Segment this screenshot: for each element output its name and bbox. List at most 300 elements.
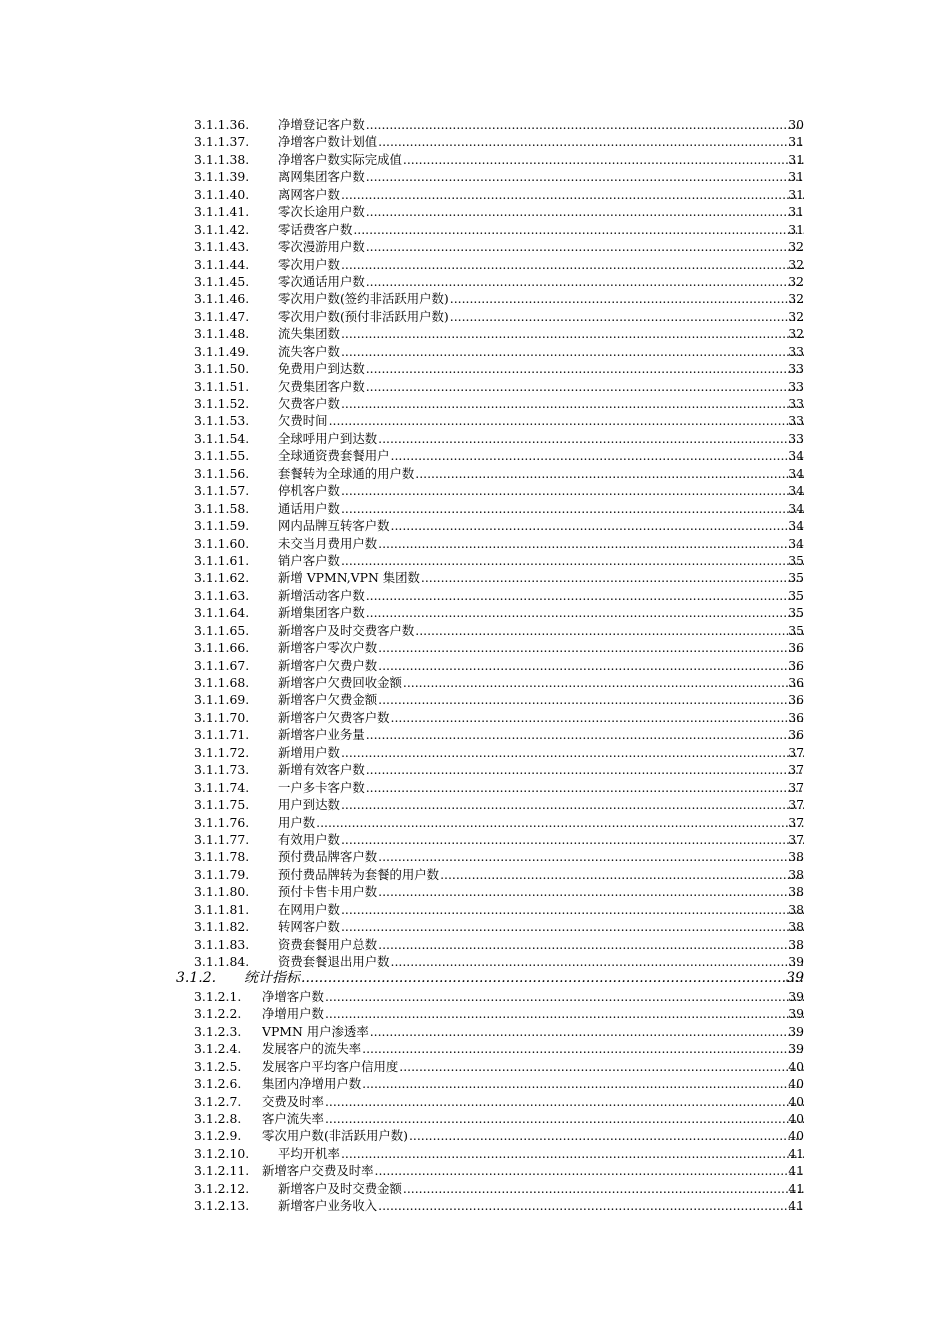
toc-entry-title: 新增集团客户数 <box>278 605 365 621</box>
toc-entry-title: 集团内净增用户数 <box>262 1076 362 1092</box>
toc-entry-title: 统计指标 <box>244 970 300 987</box>
toc-entry-number: 3.1.1.77. <box>194 831 250 847</box>
toc-entry-number: 3.1.1.39. <box>194 169 250 185</box>
toc-dot-leader <box>378 657 804 674</box>
toc-entry-title: 预付费品牌转为套餐的用户数 <box>278 866 440 882</box>
toc-entry-title: 客户流失率 <box>262 1110 324 1126</box>
toc-entry-number: 3.1.1.56. <box>194 465 250 481</box>
toc-entry[interactable] <box>0 1093 950 1110</box>
toc-entry-number: 3.1.2.6. <box>194 1076 242 1092</box>
toc-entry-page-number: 41 <box>788 1163 804 1179</box>
toc-entry-leader-line <box>278 1197 804 1214</box>
toc-entry-number: 3.1.1.73. <box>194 762 250 778</box>
toc-entry-number: 3.1.2.11. <box>194 1163 250 1179</box>
toc-entry[interactable] <box>0 290 950 307</box>
toc-entry-number: 3.1.1.58. <box>194 500 250 516</box>
toc-entry[interactable] <box>0 1005 950 1022</box>
toc-entry-number: 3.1.1.45. <box>194 273 250 289</box>
toc-entry-number: 3.1.1.47. <box>194 308 250 324</box>
toc-dot-leader <box>329 412 804 429</box>
toc-entry-leader-line <box>262 1058 804 1075</box>
toc-dot-leader <box>341 918 804 935</box>
toc-entry-page-number: 31 <box>788 169 804 185</box>
toc-entry-page-number: 39 <box>788 1041 804 1057</box>
toc-entry-page-number: 37 <box>788 779 804 795</box>
toc-entry-number: 3.1.1.43. <box>194 239 250 255</box>
toc-entry-number: 3.1.2.8. <box>194 1110 242 1126</box>
toc-entry-number: 3.1.2.2. <box>194 1006 242 1022</box>
toc-entry-page-number: 36 <box>788 692 804 708</box>
toc-entry-title: 离网集团客户数 <box>278 169 365 185</box>
toc-entry-leader-line <box>262 1075 804 1092</box>
toc-dot-leader <box>440 866 804 883</box>
toc-entry-number: 3.1.1.42. <box>194 221 250 237</box>
toc-entry-title: 净增客户数计划值 <box>278 134 378 150</box>
toc-entry-number: 3.1.1.84. <box>194 954 250 969</box>
toc-entry-title: 欠费集团客户数 <box>278 378 365 394</box>
toc-entry[interactable] <box>0 500 950 517</box>
toc-entry-leader-line <box>278 378 804 395</box>
toc-entry-number: 3.1.1.78. <box>194 849 250 865</box>
toc-entry-title: 销户客户数 <box>278 552 340 568</box>
toc-entry[interactable] <box>0 238 950 255</box>
toc-entry-title: 有效用户数 <box>278 831 340 847</box>
toc-entry-page-number: 41 <box>788 1180 804 1196</box>
toc-entry-leader-line <box>262 1023 804 1040</box>
toc-dot-leader <box>378 691 804 708</box>
toc-entry-page-number: 32 <box>788 256 804 272</box>
toc-entry-number: 3.1.1.64. <box>194 605 250 621</box>
toc-entry-leader-line <box>278 883 804 900</box>
toc-entry-title: 零次用户数(签约非活跃用户数) <box>278 291 449 307</box>
toc-entry[interactable] <box>0 151 950 168</box>
toc-entry-page-number: 31 <box>788 186 804 202</box>
toc-entry[interactable] <box>0 256 950 273</box>
toc-entry-title: 净增登记客户数 <box>278 117 365 132</box>
toc-dot-leader <box>366 203 804 220</box>
toc-entry-title: 用户数 <box>278 814 316 830</box>
toc-entry-leader-line <box>278 133 804 150</box>
toc-entry-leader-line <box>278 395 804 412</box>
toc-entry-page-number: 33 <box>788 413 804 429</box>
toc-entry-number: 3.1.1.69. <box>194 692 250 708</box>
toc-entry-page-number: 34 <box>788 483 804 499</box>
toc-entry-leader-line <box>278 1180 804 1197</box>
toc-entry-title: 新增有效客户数 <box>278 762 365 778</box>
toc-entry[interactable] <box>0 447 950 464</box>
toc-entry-title: 一户多卡客户数 <box>278 779 365 795</box>
toc-entry-page-number: 32 <box>788 308 804 324</box>
toc-entry-page-number: 38 <box>788 936 804 952</box>
toc-entry[interactable] <box>0 517 950 534</box>
toc-entry-number: 3.1.2.1. <box>194 988 242 1004</box>
toc-entry-page-number: 38 <box>788 866 804 882</box>
toc-entry-leader-line <box>278 308 804 325</box>
toc-entry-number: 3.1.1.38. <box>194 151 250 167</box>
toc-entry[interactable] <box>0 1197 950 1214</box>
toc-entry-page-number: 34 <box>788 518 804 534</box>
toc-dot-leader <box>415 465 804 482</box>
toc-entry-page-number: 34 <box>788 500 804 516</box>
toc-entry-page-number: 37 <box>788 762 804 778</box>
toc-dot-leader <box>366 761 804 778</box>
toc-entry-title: 新增客户业务收入 <box>278 1198 378 1214</box>
toc-entry-number: 3.1.1.82. <box>194 919 250 935</box>
toc-dot-leader <box>366 360 804 377</box>
toc-entry-title: 零次用户数(预付非活跃用户数) <box>278 308 449 324</box>
toc-entry-page-number: 32 <box>788 326 804 342</box>
toc-entry-leader-line <box>278 343 804 360</box>
toc-entry-leader-line <box>278 116 804 133</box>
toc-entry[interactable] <box>0 168 950 185</box>
toc-entry-leader-line <box>278 168 804 185</box>
toc-entry-number: 3.1.1.59. <box>194 518 250 534</box>
toc-entry-title: 用户到达数 <box>278 797 340 813</box>
toc-entry-leader-line <box>278 569 804 586</box>
toc-entry[interactable] <box>0 360 950 377</box>
toc-entry-title: 网内品牌互转客户数 <box>278 518 390 534</box>
toc-entry[interactable] <box>0 395 950 412</box>
toc-entry[interactable] <box>0 1023 950 1040</box>
toc-entry-number: 3.1.1.81. <box>194 901 250 917</box>
toc-entry-leader-line <box>278 709 804 726</box>
toc-entry-title: 净增用户数 <box>262 1006 324 1022</box>
toc-dot-leader <box>378 936 804 953</box>
toc-entry-leader-line <box>278 447 804 464</box>
toc-entry-page-number: 34 <box>788 465 804 481</box>
toc-dot-leader <box>370 1023 804 1040</box>
toc-entry[interactable] <box>0 848 950 865</box>
toc-entry-leader-line <box>278 831 804 848</box>
toc-entry-title: 新增客户欠费客户数 <box>278 709 390 725</box>
toc-entry-number: 3.1.1.46. <box>194 291 250 307</box>
toc-dot-leader <box>409 1127 804 1144</box>
toc-entry-page-number: 36 <box>788 657 804 673</box>
toc-entry[interactable] <box>0 691 950 708</box>
toc-entry-page-number: 36 <box>788 640 804 656</box>
toc-entry-leader-line <box>278 221 804 238</box>
toc-dot-leader <box>403 151 804 168</box>
toc-dot-leader <box>378 848 804 865</box>
toc-dot-leader <box>399 1058 804 1075</box>
toc-entry-number: 3.1.1.60. <box>194 535 250 551</box>
toc-entry-title: 新增客户业务量 <box>278 727 365 743</box>
toc-entry[interactable] <box>0 412 950 429</box>
toc-entry[interactable] <box>0 273 950 290</box>
toc-entry-page-number: 31 <box>788 151 804 167</box>
toc-dot-leader <box>378 535 804 552</box>
toc-entry-number: 3.1.2.9. <box>194 1128 242 1144</box>
toc-entry-leader-line <box>278 936 804 953</box>
toc-entry-page-number: 38 <box>788 919 804 935</box>
toc-entry-title: 新增用户数 <box>278 744 340 760</box>
toc-entry-page-number: 33 <box>788 396 804 411</box>
toc-entry-title: 零次漫游用户数 <box>278 239 365 255</box>
toc-entry[interactable] <box>0 587 950 604</box>
toc-entry-number: 3.1.2.10. <box>194 1145 250 1161</box>
toc-entry-number: 3.1.1.71. <box>194 727 250 743</box>
toc-dot-leader <box>341 796 804 813</box>
toc-entry-page-number: 35 <box>788 587 804 603</box>
toc-entry[interactable] <box>0 221 950 238</box>
toc-entry[interactable] <box>0 1127 950 1144</box>
toc-entry-leader-line <box>278 360 804 377</box>
toc-dot-leader <box>415 622 804 639</box>
toc-entry-title: 离网客户数 <box>278 186 340 202</box>
toc-entry[interactable] <box>0 378 950 395</box>
toc-entry[interactable] <box>0 709 950 726</box>
toc-entry-leader-line <box>278 186 804 203</box>
toc-entry-page-number: 31 <box>788 204 804 220</box>
toc-entry[interactable] <box>0 866 950 883</box>
toc-entry-page-number: 40 <box>788 1076 804 1092</box>
toc-entry-title: 新增客户及时交费客户数 <box>278 622 415 638</box>
toc-dot-leader <box>341 186 804 203</box>
toc-dot-leader <box>378 1197 804 1214</box>
toc-entry[interactable] <box>0 901 950 918</box>
toc-entry-leader-line <box>278 552 804 569</box>
toc-entry-page-number: 31 <box>788 221 804 237</box>
toc-dot-leader <box>403 1180 804 1197</box>
toc-entry-title: 新增 VPMN,VPN 集团数 <box>278 570 420 586</box>
toc-entry-leader-line <box>278 779 804 796</box>
toc-entry[interactable] <box>0 761 950 778</box>
toc-entry[interactable] <box>0 1058 950 1075</box>
toc-entry-title: 套餐转为全球通的用户数 <box>278 465 415 481</box>
toc-entry-leader-line <box>278 953 804 970</box>
toc-entry[interactable] <box>0 482 950 499</box>
toc-entry-page-number: 33 <box>788 361 804 377</box>
toc-entry[interactable] <box>0 552 950 569</box>
toc-entry-title: 免费用户到达数 <box>278 361 365 377</box>
toc-entry[interactable] <box>0 186 950 203</box>
toc-entry-title: 新增客户零次户数 <box>278 640 378 656</box>
toc-entry[interactable] <box>0 430 950 447</box>
toc-entry-number: 3.1.1.61. <box>194 552 250 568</box>
toc-entry[interactable] <box>0 988 950 1005</box>
toc-entry-page-number: 41 <box>788 1198 804 1214</box>
toc-dot-leader <box>341 831 804 848</box>
toc-entry-page-number: 38 <box>788 901 804 917</box>
toc-entry-number: 3.1.1.37. <box>194 134 250 150</box>
toc-entry-number: 3.1.1.51. <box>194 378 250 394</box>
toc-entry[interactable] <box>0 779 950 796</box>
toc-entry[interactable] <box>0 1180 950 1197</box>
toc-entry[interactable] <box>0 814 950 831</box>
toc-dot-leader <box>403 674 804 691</box>
toc-dot-leader <box>341 256 804 273</box>
toc-entry-title: 预付卡售卡用户数 <box>278 884 378 900</box>
toc-entry[interactable] <box>0 1110 950 1127</box>
toc-dot-leader <box>366 779 804 796</box>
toc-entry-number: 3.1.1.55. <box>194 448 250 464</box>
toc-dot-leader <box>366 604 804 621</box>
toc-entry-leader-line <box>244 970 804 987</box>
toc-entry-title: 新增客户交费及时率 <box>262 1163 374 1179</box>
toc-dot-leader <box>341 500 804 517</box>
toc-entry-leader-line <box>278 726 804 743</box>
toc-entry-leader-line <box>278 761 804 778</box>
toc-entry-page-number: 37 <box>788 814 804 830</box>
toc-entry[interactable] <box>0 569 950 586</box>
toc-entry-number: 3.1.1.48. <box>194 326 250 342</box>
toc-entry-page-number: 36 <box>788 709 804 725</box>
toc-entry-number: 3.1.1.53. <box>194 413 250 429</box>
toc-entry[interactable] <box>0 535 950 552</box>
toc-entry-title: 流失集团数 <box>278 326 340 342</box>
toc-entry-leader-line <box>278 866 804 883</box>
toc-dot-leader <box>341 552 804 569</box>
toc-dot-leader <box>391 447 804 464</box>
toc-entry-leader-line <box>278 691 804 708</box>
toc-entry-title: 净增客户数实际完成值 <box>278 151 402 167</box>
toc-entry[interactable] <box>0 203 950 220</box>
toc-entry-page-number: 36 <box>788 727 804 743</box>
toc-entry[interactable] <box>0 116 950 133</box>
toc-entry[interactable] <box>0 936 950 953</box>
toc-entry-number: 3.1.2.5. <box>194 1058 242 1074</box>
toc-entry-number: 3.1.1.75. <box>194 797 250 813</box>
toc-entry-leader-line <box>262 1040 804 1057</box>
toc-entry-page-number: 37 <box>788 744 804 760</box>
toc-entry-number: 3.1.1.52. <box>194 396 250 411</box>
toc-dot-leader <box>378 430 804 447</box>
toc-entry[interactable] <box>0 604 950 621</box>
toc-entry-leader-line <box>278 814 804 831</box>
toc-entry-leader-line <box>278 500 804 517</box>
toc-entry-number: 3.1.2.13. <box>194 1198 250 1214</box>
toc-dot-leader <box>391 709 804 726</box>
toc-entry-page-number: 35 <box>788 570 804 586</box>
toc-entry[interactable] <box>0 308 950 325</box>
toc-entry-leader-line <box>278 517 804 534</box>
toc-entry-title: VPMN 用户渗透率 <box>262 1023 369 1039</box>
toc-entry-leader-line <box>262 1093 804 1110</box>
toc-entry-leader-line <box>278 203 804 220</box>
toc-entry-page-number: 35 <box>788 605 804 621</box>
toc-entry[interactable] <box>0 325 950 342</box>
toc-entry-page-number: 32 <box>788 239 804 255</box>
toc-entry[interactable] <box>0 1075 950 1092</box>
toc-dot-leader <box>301 970 804 987</box>
toc-entry-title: 交费及时率 <box>262 1093 324 1109</box>
toc-entry-number: 3.1.1.66. <box>194 640 250 656</box>
toc-entry-number: 3.1.2. <box>176 970 217 987</box>
toc-entry-title: 通话用户数 <box>278 500 340 516</box>
toc-entry-page-number: 35 <box>788 552 804 568</box>
toc-entry[interactable] <box>0 1162 950 1179</box>
toc-entry-number: 3.1.1.62. <box>194 570 250 586</box>
toc-entry-page-number: 30 <box>788 117 804 132</box>
toc-entry-leader-line <box>262 988 804 1005</box>
toc-entry-leader-line <box>262 1127 804 1144</box>
toc-entry[interactable] <box>0 622 950 639</box>
toc-dot-leader <box>421 569 804 586</box>
toc-entry-page-number: 37 <box>788 831 804 847</box>
toc-dot-leader <box>366 587 804 604</box>
toc-entry-title: 欠费客户数 <box>278 396 340 411</box>
toc-entry-page-number: 32 <box>788 291 804 307</box>
toc-dot-leader <box>341 744 804 761</box>
toc-entry-leader-line <box>278 325 804 342</box>
toc-entry-number: 3.1.1.70. <box>194 709 250 725</box>
toc-entry-leader-line <box>262 1005 804 1022</box>
toc-entry-title: 预付费品牌客户数 <box>278 849 378 865</box>
toc-entry-title: 零次用户数 <box>278 256 340 272</box>
toc-entry-number: 3.1.1.57. <box>194 483 250 499</box>
toc-dot-leader <box>325 1093 804 1110</box>
toc-entry-page-number: 35 <box>788 622 804 638</box>
toc-entry-number: 3.1.1.68. <box>194 675 250 690</box>
toc-entry-leader-line <box>278 273 804 290</box>
toc-entry[interactable] <box>0 1145 950 1162</box>
toc-dot-leader <box>316 814 804 831</box>
toc-entry-title: 停机客户数 <box>278 483 340 499</box>
toc-entry-title: 流失客户数 <box>278 343 340 359</box>
toc-dot-leader <box>366 378 804 395</box>
toc-entry-title: 全球呼用户到达数 <box>278 430 378 446</box>
toc-entry[interactable] <box>0 970 950 987</box>
toc-entry-title: 新增客户欠费户数 <box>278 657 378 673</box>
toc-entry[interactable] <box>0 831 950 848</box>
toc-entry-title: 在网用户数 <box>278 901 340 917</box>
table-of-contents <box>0 116 950 1215</box>
toc-entry[interactable] <box>0 744 950 761</box>
toc-dot-leader <box>325 988 804 1005</box>
toc-entry-page-number: 34 <box>788 535 804 551</box>
toc-entry[interactable] <box>0 674 950 691</box>
toc-entry[interactable] <box>0 796 950 813</box>
toc-entry-leader-line <box>278 535 804 552</box>
toc-entry-title: 零次通话用户数 <box>278 273 365 289</box>
toc-entry-leader-line <box>278 430 804 447</box>
toc-entry-leader-line <box>278 412 804 429</box>
toc-entry[interactable] <box>0 639 950 656</box>
toc-entry-leader-line <box>278 901 804 918</box>
toc-entry-number: 3.1.2.12. <box>194 1180 250 1196</box>
toc-entry-title: 全球通资费套餐用户 <box>278 448 390 464</box>
toc-entry-title: 净增客户数 <box>262 988 324 1004</box>
toc-entry-number: 3.1.1.74. <box>194 779 250 795</box>
toc-entry[interactable] <box>0 133 950 150</box>
toc-entry[interactable] <box>0 1040 950 1057</box>
toc-entry-title: 新增客户欠费回收金额 <box>278 675 402 690</box>
toc-entry-title: 发展客户的流失率 <box>262 1041 362 1057</box>
toc-entry[interactable] <box>0 953 950 970</box>
toc-entry-title: 新增活动客户数 <box>278 587 365 603</box>
toc-entry-leader-line <box>278 238 804 255</box>
toc-entry-page-number: 40 <box>788 1058 804 1074</box>
toc-entry[interactable] <box>0 726 950 743</box>
toc-entry[interactable] <box>0 343 950 360</box>
toc-entry-title: 零话费客户数 <box>278 221 353 237</box>
toc-entry-page-number: 39 <box>788 1006 804 1022</box>
toc-entry-leader-line <box>278 744 804 761</box>
toc-entry[interactable] <box>0 883 950 900</box>
toc-entry[interactable] <box>0 657 950 674</box>
toc-entry[interactable] <box>0 465 950 482</box>
toc-entry-leader-line <box>278 848 804 865</box>
toc-entry-title: 资费套餐退出用户数 <box>278 954 390 969</box>
toc-dot-leader <box>366 238 804 255</box>
toc-entry-leader-line <box>278 622 804 639</box>
toc-dot-leader <box>341 1145 804 1162</box>
toc-entry[interactable] <box>0 918 950 935</box>
toc-entry-leader-line <box>278 151 804 168</box>
toc-entry-leader-line <box>278 465 804 482</box>
toc-entry-title: 资费套餐用户总数 <box>278 936 378 952</box>
toc-entry-leader-line <box>278 587 804 604</box>
